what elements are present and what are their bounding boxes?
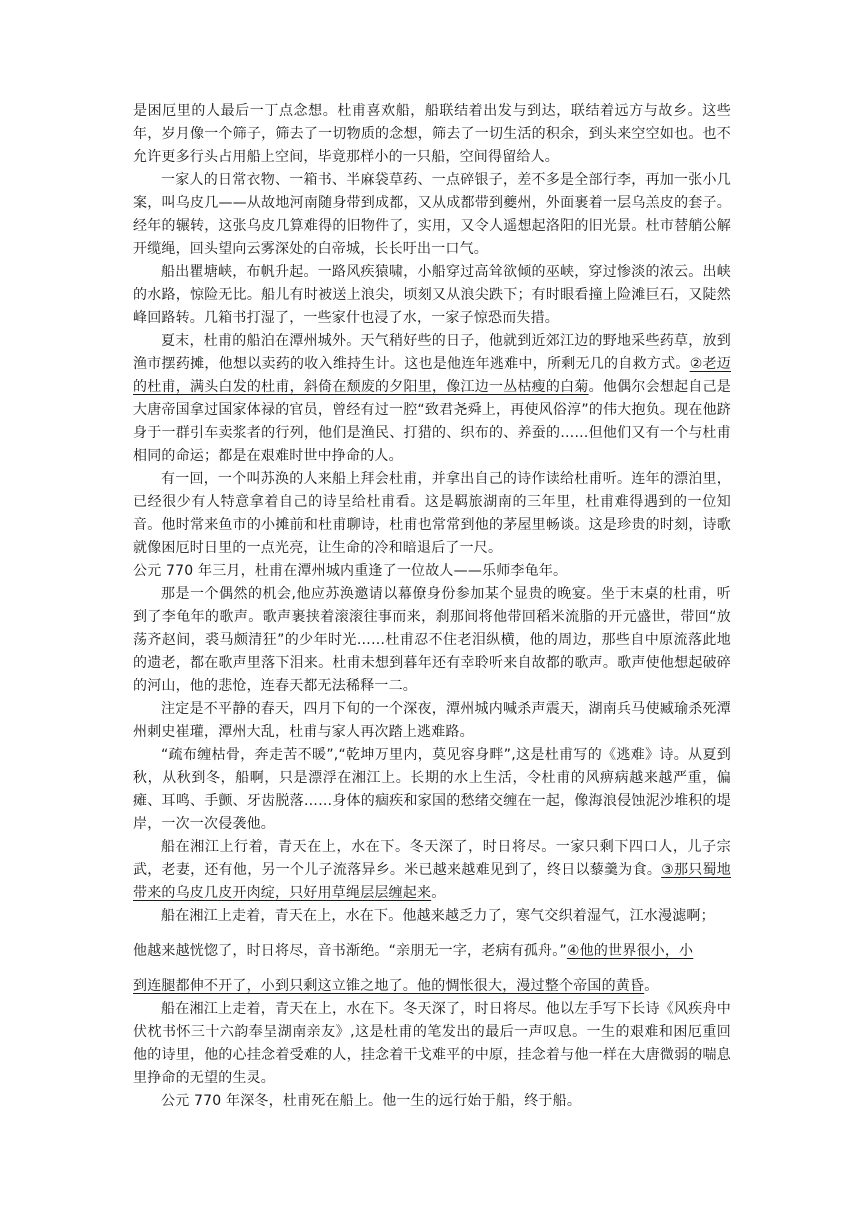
text-run: 夏末，杜甫的船泊在潭州城外。天气稍好些的日子，他就到近郊江边的野地采些药草，放到渔市摆药摊，他想以卖药的收入维持生计。这也是他连年逃难中，所剩无几的自救方式。	[133, 333, 731, 372]
text-run: 有一回，一个叫苏涣的人来船上拜会杜甫，并拿出自己的诗作读给杜甫听。连年的漂泊里，已经很少有人特意拿着自己的诗呈给杜甫看。这是羁旅湖南的三年里，杜甫难得遇到的一位知音。他时常来鱼市的小摊前和杜甫聊诗，杜甫也常常到他的茅屋里畅谈。这是珍贵的时刻，诗歌就像困厄时日里的一点光亮，让生命的冷和暗退后了一尺。	[133, 471, 731, 556]
paragraph-1	[133, 100, 731, 169]
text-run: 公元 770 年三月，杜甫在潭州城内重逢了一位故人——乐师李龟年。	[133, 563, 568, 579]
text-run: “疏布缠枯骨，奔走苦不暖”,“乾坤万里内，莫见容身畔”,这是杜甫写的《逃难》诗。从夏到秋，从秋到冬，船啊，只是漂浮在湘江上。长期的水上生活，令杜甫的风痹病越来越严重，偏瘫、耳鸣、手颤、牙齿脱落……身体的痼疾和家国的愁绪交缠在一起，像海浪侵蚀泥沙堆积的堤岸，一次一次侵袭他。	[133, 747, 731, 832]
text-run: 船出瞿塘峡，布帆升起。一路风疾猿啸，小船穿过高耸欲倾的巫峡，穿过惨淡的浓云。出峡的水路，惊险无比。船儿有时被送上浪尖，顷刻又从浪尖跌下；有时眼看撞上险滩巨石，又陡然峰回路转。几箱书打湿了，一些家什也浸了水，一家子惊恐而失措。	[133, 264, 731, 326]
paragraph-9	[133, 744, 731, 836]
paragraph-11	[133, 905, 731, 928]
paragraph-12	[133, 998, 731, 1090]
text-run: 船在湘江上走着，青天在上，水在下。冬天深了，时日将尽。他以左手写下长诗《风疾舟中伏枕书怀三十六韵奉呈湖南亲友》,这是杜甫的笔发出的最后一声叹息。一生的艰难和困厄重回他的诗里，他的心挂念着受难的人，挂念着干戈难平的中原，挂念着与他一样在大唐微弱的喘息里挣命的无望的生灵。	[133, 1001, 731, 1086]
text-run: 。	[644, 978, 659, 994]
text-run: 是困厄里的人最后一丁点念想。杜甫喜欢船，船联结着出发与到达，联结着远方与故乡。这些年，岁月像一个筛子，筛去了一切物质的念想，筛去了一切生活的积余，到头来空空如也。也不允许更多行头占用船上空间，毕竟那样小的一只船，空间得留给人。	[133, 103, 731, 165]
paragraph-3	[133, 261, 731, 330]
text-run: 公元 770 年深冬，杜甫死在船上。他一生的远行始于船，终于船。	[161, 1093, 582, 1109]
paragraph-8	[133, 698, 731, 744]
paragraph-11-line-2	[133, 940, 731, 963]
underlined-sentence-4: ④他的世界很小，小	[566, 943, 694, 959]
text-run: 。	[431, 885, 446, 901]
paragraph-13	[133, 1090, 731, 1113]
paragraph-7	[133, 583, 731, 698]
text-run: 注定是不平静的春天，四月下旬的一个深夜，潭州城内喊杀声震天，湖南兵马使臧瑜杀死潭州刺史崔瓘，潭州大乱，杜甫与家人再次踏上逃难路。	[133, 701, 731, 740]
text-run: 那是一个偶然的机会,他应苏涣邀请以幕僚身份参加某个显贵的晚宴。坐于末桌的杜甫，听到了李龟年的歌声。歌声裹挟着滚滚往事而来，刹那间将他带回稻米流脂的开元盛世，带回“放荡齐赵间，裘马颇清狂”的少年时光……杜甫忍不住老泪纵横，他的周边，那些自中原流落此地的遗老，都在歌声里落下泪来。杜甫未想到暮年还有幸聆听来自故都的歌声。歌声使他想起破碎的河山，他的悲怆，连春天都无法稀释一二。	[133, 586, 731, 694]
underlined-sentence-3: ③那只蜀地带来的乌皮几皮开肉绽，只好用草绳层层缠起来	[133, 862, 731, 901]
underlined-sentence-2: ②老迈的杜甫，满头白发的杜甫，斜倚在颓废的夕阳里，像江边一丛枯瘦的白菊	[133, 356, 731, 395]
text-run: 一家人的日常衣物、一箱书、半麻袋草药、一点碎银子，差不多是全部行李，再加一张小几案，叫乌皮几——从故地河南随身带到成都，又从成都带到夔州，外面裹着一层乌羔皮的套子。经年的辗转，这张乌皮几算难得的旧物件了，实用，又令人遥想起洛阳的旧光景。杜市替艄公解开缆绳，回头望向云雾深处的白帝城，长长吁出一口气。	[133, 172, 731, 257]
paragraph-2	[133, 169, 731, 261]
article-body	[133, 100, 731, 1113]
paragraph-4	[133, 330, 731, 468]
text-run: 他越来越恍惚了，时日将尽，音书渐绝。“亲朋无一字，老病有孤舟。”	[133, 943, 567, 959]
paragraph-11-line-3	[133, 975, 731, 998]
paragraph-6	[133, 560, 731, 583]
paragraph-10	[133, 836, 731, 905]
text-run: 船在湘江上行着，青天在上，水在下。冬天深了，时日将尽。一家只剩下四口人，儿子宗武，老妻，还有他，另一个儿子流落异乡。米已越来越难见到了，终日以藜羹为食。	[133, 839, 731, 878]
underlined-sentence-4-cont: 到连腿都伸不开了，小到只剩这立锥之地了。他的惆怅很大，漫过整个帝国的黄昏	[133, 978, 645, 994]
text-run: 船在湘江上走着，青天在上，水在下。他越来越乏力了，寒气交织着湿气，江水漫滤啊；	[161, 908, 715, 924]
text-run: 。他偶尔会想起自己是大唐帝国拿过国家体禄的官员，曾经有过一腔“致君尧舜上，再使风俗淳”的伟大抱负。现在他跻身于一群引车卖浆者的行列，他们是渔民、打猎的、织布的、养蚕的……但他们又有一个与杜甫相同的命运；都是在艰难时世中挣命的人。	[133, 379, 732, 464]
paragraph-5	[133, 468, 731, 560]
